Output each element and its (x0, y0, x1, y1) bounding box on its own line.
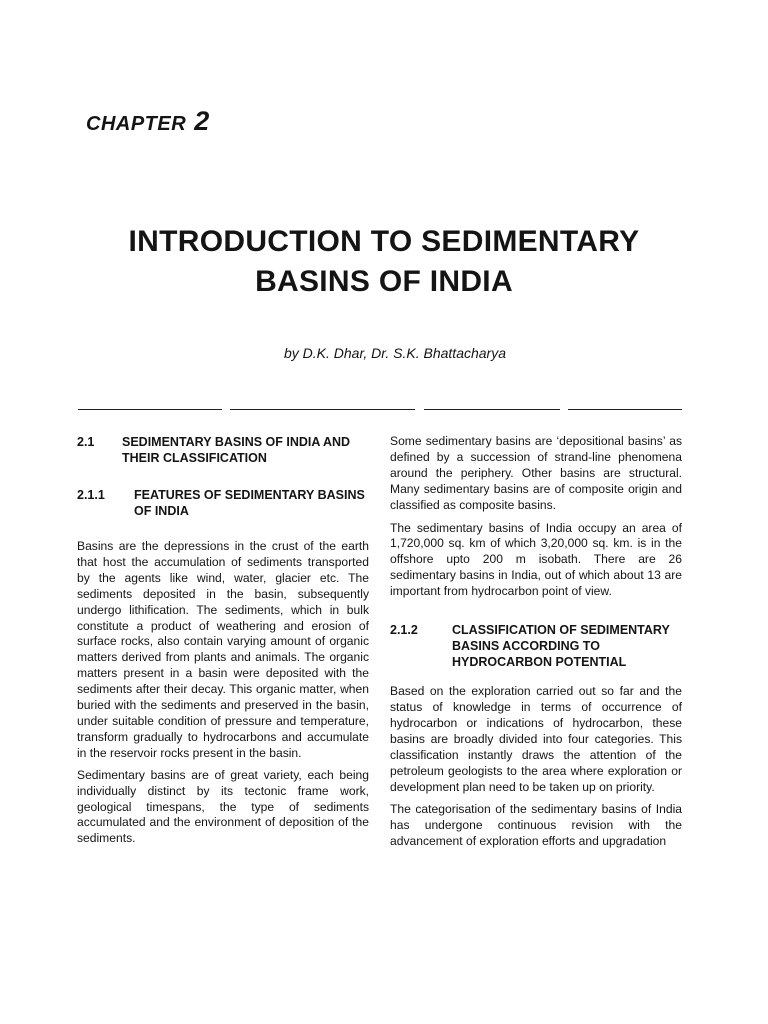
section-number: 2.1.1 (77, 488, 105, 502)
chapter-title-line-1: INTRODUCTION TO SEDIMENTARY (128, 225, 640, 258)
divider-rule-3 (424, 409, 560, 410)
divider-rule-1 (78, 409, 222, 410)
section-title: CLASSIFICATION OF SEDIMENTARY BASINS ACCORDING TO HYDROCARBON POTENTIAL (452, 623, 670, 670)
chapter-label (86, 106, 210, 137)
right-column (390, 434, 682, 850)
section-number: 2.1 (77, 435, 95, 449)
section-title: SEDIMENTARY BASINS OF INDIA AND THEIR CLASSIFICATION (122, 435, 351, 465)
paragraph: Based on the exploration carried out so far and the status of knowledge in terms of occurrence of hydrocarbon or indications of hydrocarbon, these basins are broadly divided into four categories. This classification instantly draws the attention of the petroleum geologists to the area where exploration or development plan need to be taken up on priority. (390, 684, 682, 794)
chapter-title-line-2: BASINS OF INDIA (255, 265, 513, 298)
section-title: FEATURES OF SEDIMENTARY BASINS OF INDIA (134, 488, 365, 518)
left-column (77, 434, 369, 847)
chapter-number: 2 (194, 106, 210, 136)
section-number: 2.1.2 (390, 623, 418, 638)
author-line: by D.K. Dhar, Dr. S.K. Bhattacharya (283, 345, 507, 361)
chapter-word: CHAPTER (86, 113, 187, 135)
divider-rule-2 (230, 409, 415, 410)
section-heading-2-1-1 (77, 487, 369, 519)
section-heading-2-1 (77, 434, 369, 466)
paragraph: Some sedimentary basins are ‘depositional basins’ as defined by a succession of strand-line phenomena around the periphery. Other basins are structural. Many sedimentary basins are of composite origin and classified as composite basins. (390, 434, 682, 512)
chapter-title (60, 222, 708, 302)
section-heading-2-1-2 (390, 622, 682, 670)
paragraph: Basins are the depressions in the crust of the earth that host the accumulation of sediments transported by the agents like wind, water, glacier etc. The sediments deposited in the basin, subsequently undergo lithification. The sediments, which in bulk constitute a product of weathering and erosion of surface rocks, also contain varying amount of organic matters derived from plants and animals. The organic matters present in a basin were deposited with the sediments after their decay. This organic matter, when buried with the sediments and preserved in the basin, under suitable condition of pressure and temperature, transform gradually to hydrocarbons and accumulate in the reservoir rocks present in the basin. (77, 539, 369, 760)
paragraph: The sedimentary basins of India occupy an area of 1,720,000 sq. km of which 3,20,000 sq. km. is in the offshore upto 200 m isobath. There are 26 sedimentary basins in India, out of which about 13 are important from hydrocarbon point of view. (390, 520, 682, 599)
divider-rule-4 (568, 409, 682, 410)
paragraph: The categorisation of the sedimentary basins of India has undergone continuous revision with the advancement of exploration efforts and upgradation (390, 802, 682, 849)
paragraph: Sedimentary basins are of great variety, each being individually distinct by its tectonic frame work, geological timespans, the type of sediments accumulated and the environment of deposition of the sediments. (77, 767, 369, 846)
